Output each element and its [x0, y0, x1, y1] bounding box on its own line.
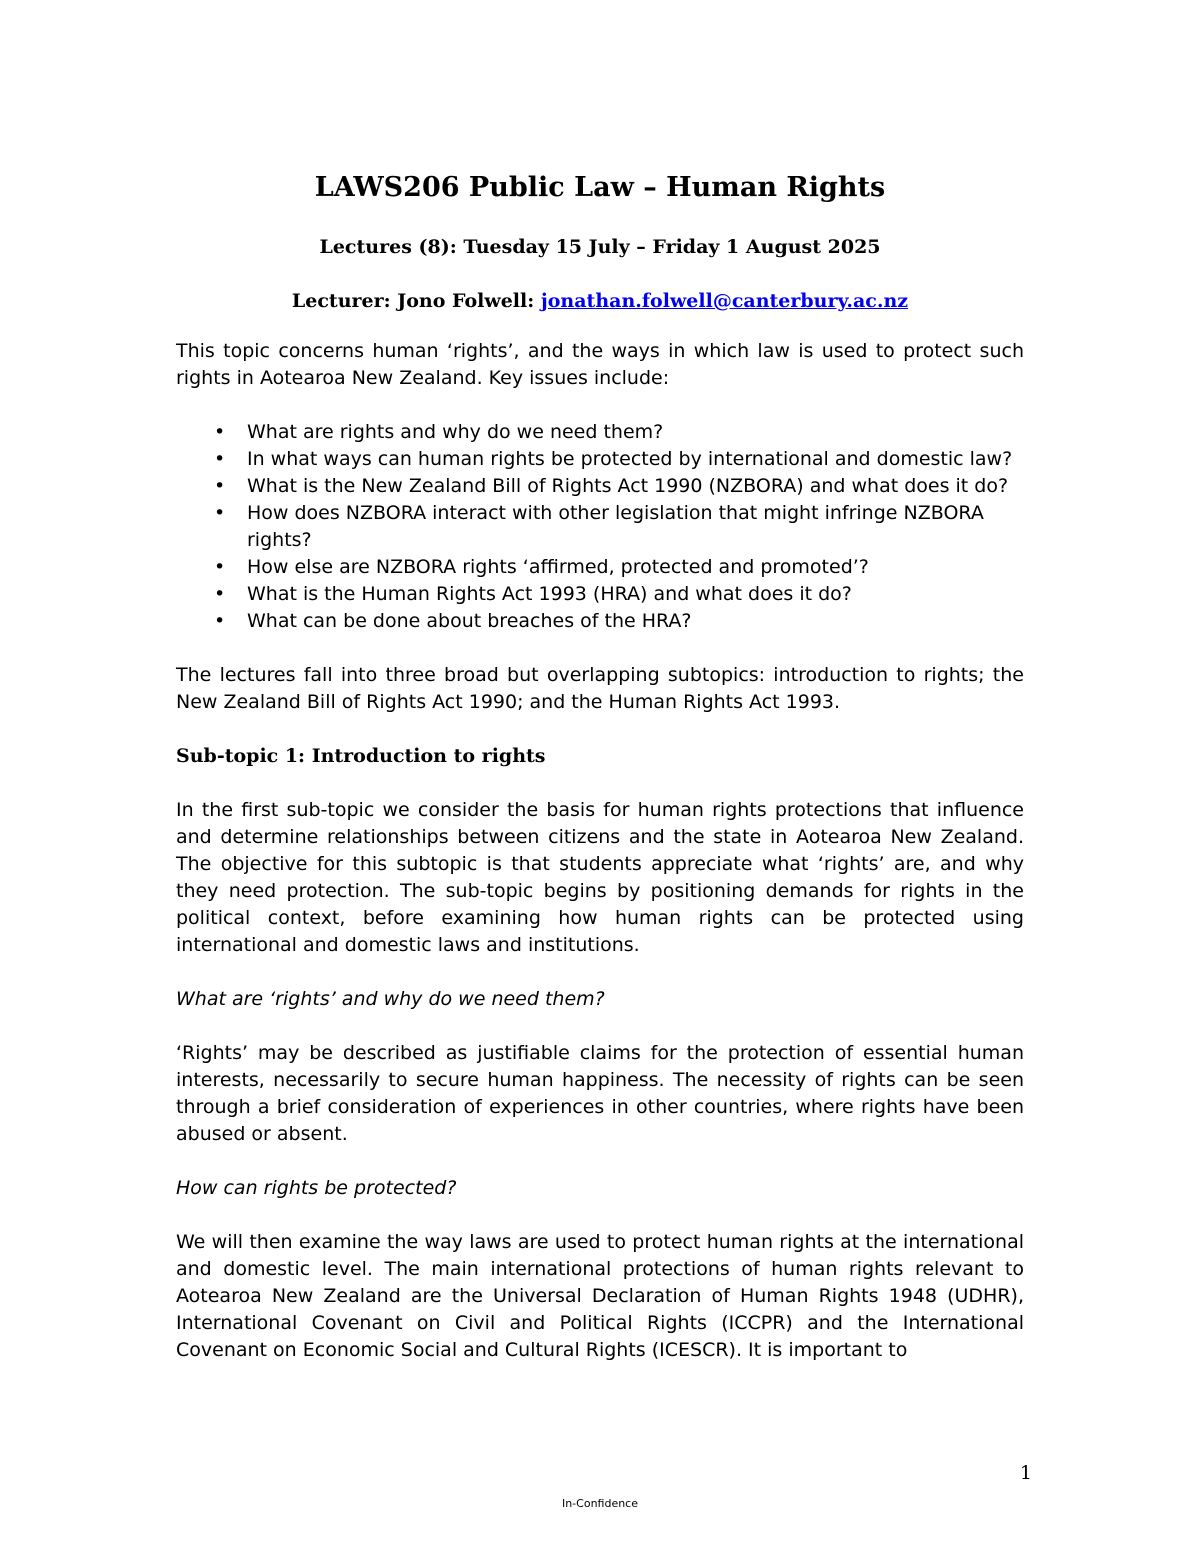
lecturer-label: Lecturer: Jono Folwell:: [291, 290, 541, 312]
bullet-icon: •: [214, 421, 226, 443]
bullet-icon: •: [214, 502, 226, 524]
question-1-paragraph: ‘Rights’ may be described as justifiable claims for the protection of essential human interests, necessarily to secure human happiness. The necessity of rights can be seen through a brief consideration of experiences in other countries, where rights have been abused or absent.: [176, 1042, 1024, 1145]
list-item: • In what ways can human rights be protected by international and domestic law?: [176, 446, 1024, 473]
page-content: [176, 168, 1024, 1364]
list-item: • What is the New Zealand Bill of Rights Act 1990 (NZBORA) and what does it do?: [176, 473, 1024, 500]
list-item: • What is the Human Rights Act 1993 (HRA) and what does it do?: [176, 581, 1024, 608]
intro-paragraph: This topic concerns human ‘rights’, and the ways in which law is used to protect such rights in Aotearoa New Zealand. Key issues include:: [176, 340, 1024, 389]
overview-paragraph: The lectures fall into three broad but overlapping subtopics: introduction to rights; the New Zealand Bill of Rights Act 1990; and the Human Rights Act 1993.: [176, 664, 1024, 713]
lecture-dates: Lectures (8): Tuesday 15 July – Friday 1 August 2025: [319, 236, 881, 258]
classification-footer: In-Confidence: [561, 1497, 639, 1510]
list-item: • What are rights and why do we need them?: [176, 419, 1024, 446]
subtopic-1-paragraph: In the first sub-topic we consider the basis for human rights protections that influence and determine relationships between citizens and the state in Aotearoa New Zealand. The objective for this subtopic is that students appreciate what ‘rights’ are, and why they need protection. The sub-topic begins by positioning demands for rights in the political context, before examining how human rights can be protected using international and domestic laws and institutions.: [176, 799, 1024, 956]
bullet-icon: •: [214, 448, 226, 470]
question-2-paragraph: We will then examine the way laws are used to protect human rights at the international and domestic level. The main international protections of human rights relevant to Aotearoa New Zealand are the Universal Declaration of Human Rights 1948 (UDHR), International Covenant on Civil and Political Rights (ICCPR) and the International Covenant on Economic Social and Cultural Rights (ICESCR). It is important to: [176, 1231, 1024, 1361]
lecturer-line: [176, 286, 1024, 316]
bullet-icon: •: [214, 556, 226, 578]
list-item: • How does NZBORA interact with other legislation that might infringe NZBORA rights?: [214, 502, 984, 551]
question-1-heading: What are ‘rights’ and why do we need them?: [176, 988, 605, 1010]
question-2-heading: How can rights be protected?: [176, 1177, 457, 1199]
key-issues-list: [176, 419, 1024, 635]
list-item: • How else are NZBORA rights ‘affirmed, protected and promoted’?: [176, 554, 1024, 581]
subtopic-1-heading: Sub-topic 1: Introduction to rights: [176, 745, 546, 767]
list-item: • What can be done about breaches of the HRA?: [176, 608, 1024, 635]
bullet-icon: •: [214, 475, 226, 497]
page-number: 1: [1019, 1462, 1032, 1484]
bullet-icon: •: [214, 583, 226, 605]
document-title: LAWS206 Public Law – Human Rights: [314, 172, 886, 203]
bullet-icon: •: [214, 610, 226, 632]
lecturer-email-link[interactable]: jonathan.folwell@canterbury.ac.nz: [540, 290, 909, 312]
